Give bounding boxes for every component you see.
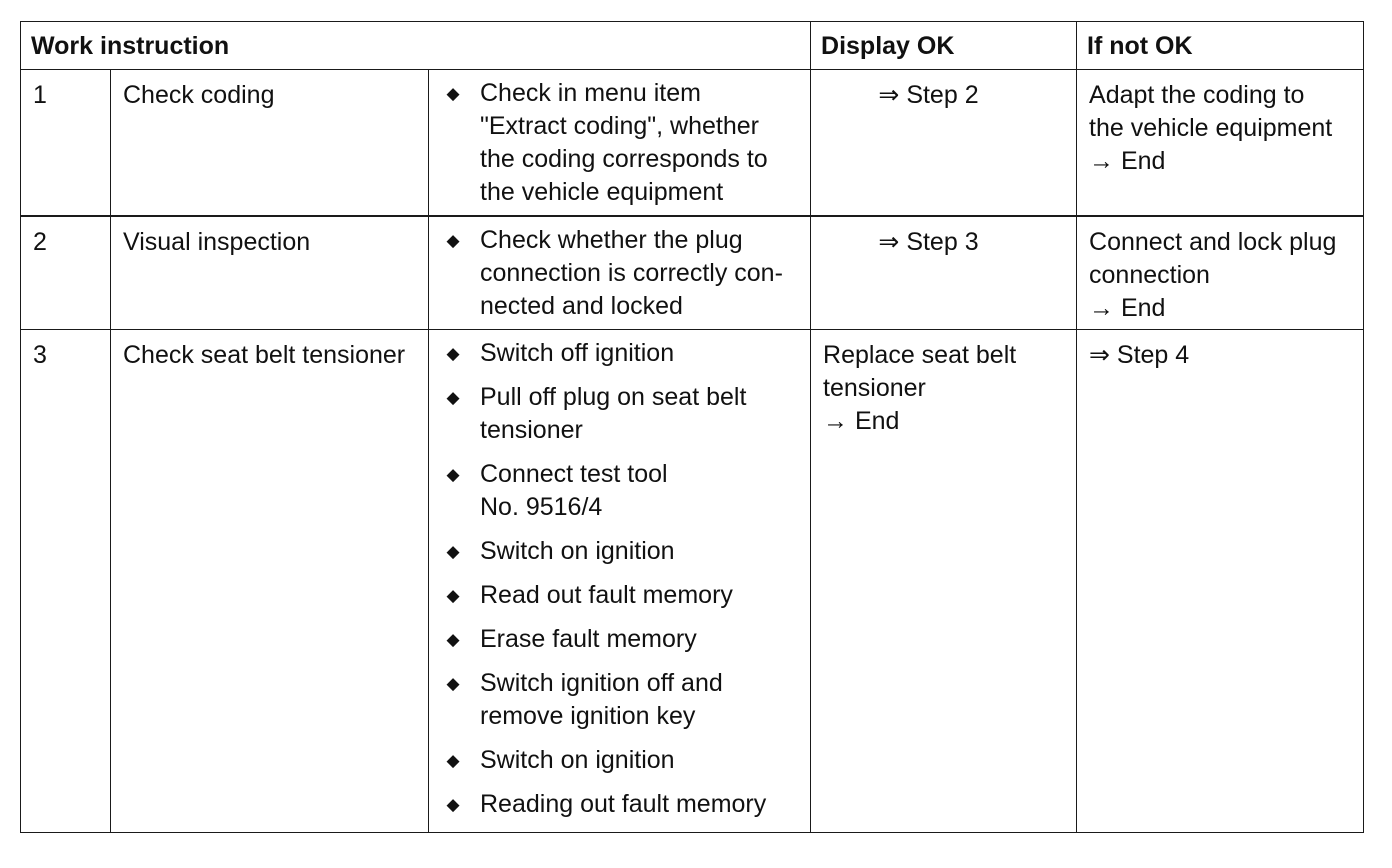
instruction-text: Check in menu item bbox=[480, 79, 701, 107]
instruction-text: connection is correctly con- bbox=[480, 258, 783, 287]
display-ok-cell bbox=[811, 70, 1077, 216]
display-ok-text: ⇒ Step 2 bbox=[878, 81, 979, 109]
instruction-text: Read out fault memory bbox=[480, 581, 733, 609]
instruction-text: tensioner bbox=[480, 416, 583, 444]
display-ok-cell bbox=[811, 330, 1077, 833]
instruction-text: Switch off ignition bbox=[480, 339, 675, 367]
if-not-ok-text: Adapt the coding to bbox=[1089, 81, 1305, 109]
header-if-not-ok: If not OK bbox=[1077, 22, 1364, 70]
instruction-item bbox=[443, 667, 810, 733]
if-not-ok-text: → End bbox=[1089, 293, 1166, 322]
diamond-bullet-icon: ◆ bbox=[446, 586, 460, 605]
header-display-ok: Display OK bbox=[811, 22, 1077, 70]
diamond-bullet-icon: ◆ bbox=[446, 388, 460, 407]
instruction-text: remove ignition key bbox=[480, 702, 696, 730]
step-instructions bbox=[429, 70, 811, 216]
instruction-item bbox=[443, 458, 810, 524]
step-number: 1 bbox=[21, 70, 111, 216]
instruction-text: Switch ignition off and bbox=[480, 669, 723, 697]
if-not-ok-text: ⇒ Step 4 bbox=[1089, 341, 1190, 369]
instruction-item bbox=[443, 224, 810, 323]
display-ok-cell bbox=[811, 216, 1077, 330]
diamond-bullet-icon: ◆ bbox=[446, 674, 460, 693]
instruction-item bbox=[443, 788, 810, 821]
instruction-text: the coding corresponds to bbox=[480, 145, 768, 173]
instruction-text: Pull off plug on seat belt bbox=[480, 383, 747, 411]
instruction-text: Connect test tool bbox=[480, 460, 668, 488]
if-not-ok-cell bbox=[1077, 330, 1364, 833]
if-not-ok-cell bbox=[1077, 216, 1364, 330]
diamond-bullet-icon: ◆ bbox=[446, 542, 460, 561]
instruction-item bbox=[443, 535, 810, 568]
if-not-ok-text: Connect and lock plug bbox=[1089, 227, 1337, 256]
instruction-item bbox=[443, 623, 810, 656]
instruction-item bbox=[443, 381, 810, 447]
instruction-text: Erase fault memory bbox=[480, 625, 697, 653]
instruction-text: the vehicle equipment bbox=[480, 178, 724, 206]
instruction-item bbox=[443, 337, 810, 370]
step-instructions bbox=[429, 330, 811, 833]
instruction-item bbox=[443, 77, 810, 209]
diamond-bullet-icon: ◆ bbox=[446, 751, 460, 770]
instruction-text: No. 9516/4 bbox=[480, 493, 603, 521]
if-not-ok-text: connection bbox=[1089, 260, 1210, 289]
instruction-item bbox=[443, 579, 810, 612]
instruction-text: "Extract coding", whether bbox=[480, 112, 759, 140]
step-number: 3 bbox=[21, 330, 111, 833]
diamond-bullet-icon: ◆ bbox=[446, 344, 460, 363]
diamond-bullet-icon: ◆ bbox=[446, 230, 460, 250]
instruction-text: Switch on ignition bbox=[480, 537, 675, 565]
display-ok-text: ⇒ Step 3 bbox=[878, 227, 979, 256]
table-row bbox=[21, 70, 1364, 216]
display-ok-text: tensioner bbox=[823, 374, 926, 402]
instruction-text: Check whether the plug bbox=[480, 225, 743, 254]
step-instructions bbox=[429, 216, 811, 330]
work-instruction-table bbox=[20, 21, 1364, 833]
display-ok-text: Replace seat belt bbox=[823, 341, 1017, 369]
instruction-text: Switch on ignition bbox=[480, 746, 675, 774]
diamond-bullet-icon: ◆ bbox=[446, 630, 460, 649]
diamond-bullet-icon: ◆ bbox=[446, 84, 460, 103]
if-not-ok-text: → End bbox=[1089, 147, 1166, 175]
step-task: Visual inspection bbox=[111, 216, 429, 330]
instruction-text: nected and locked bbox=[480, 291, 683, 320]
step-number: 2 bbox=[21, 216, 111, 330]
if-not-ok-cell bbox=[1077, 70, 1364, 216]
instruction-list bbox=[443, 337, 810, 821]
table-row bbox=[21, 330, 1364, 833]
instruction-item bbox=[443, 744, 810, 777]
diamond-bullet-icon: ◆ bbox=[446, 465, 460, 484]
instruction-text: Reading out fault memory bbox=[480, 790, 767, 818]
step-task: Check seat belt tensioner bbox=[111, 330, 429, 833]
table-row bbox=[21, 216, 1364, 330]
header-row bbox=[21, 22, 1364, 70]
if-not-ok-text: the vehicle equipment bbox=[1089, 114, 1333, 142]
display-ok-text: → End bbox=[823, 407, 900, 435]
step-task: Check coding bbox=[111, 70, 429, 216]
instruction-list bbox=[443, 77, 810, 209]
header-work-instruction: Work instruction bbox=[21, 22, 811, 70]
diamond-bullet-icon: ◆ bbox=[446, 795, 460, 814]
instruction-list bbox=[443, 224, 810, 323]
